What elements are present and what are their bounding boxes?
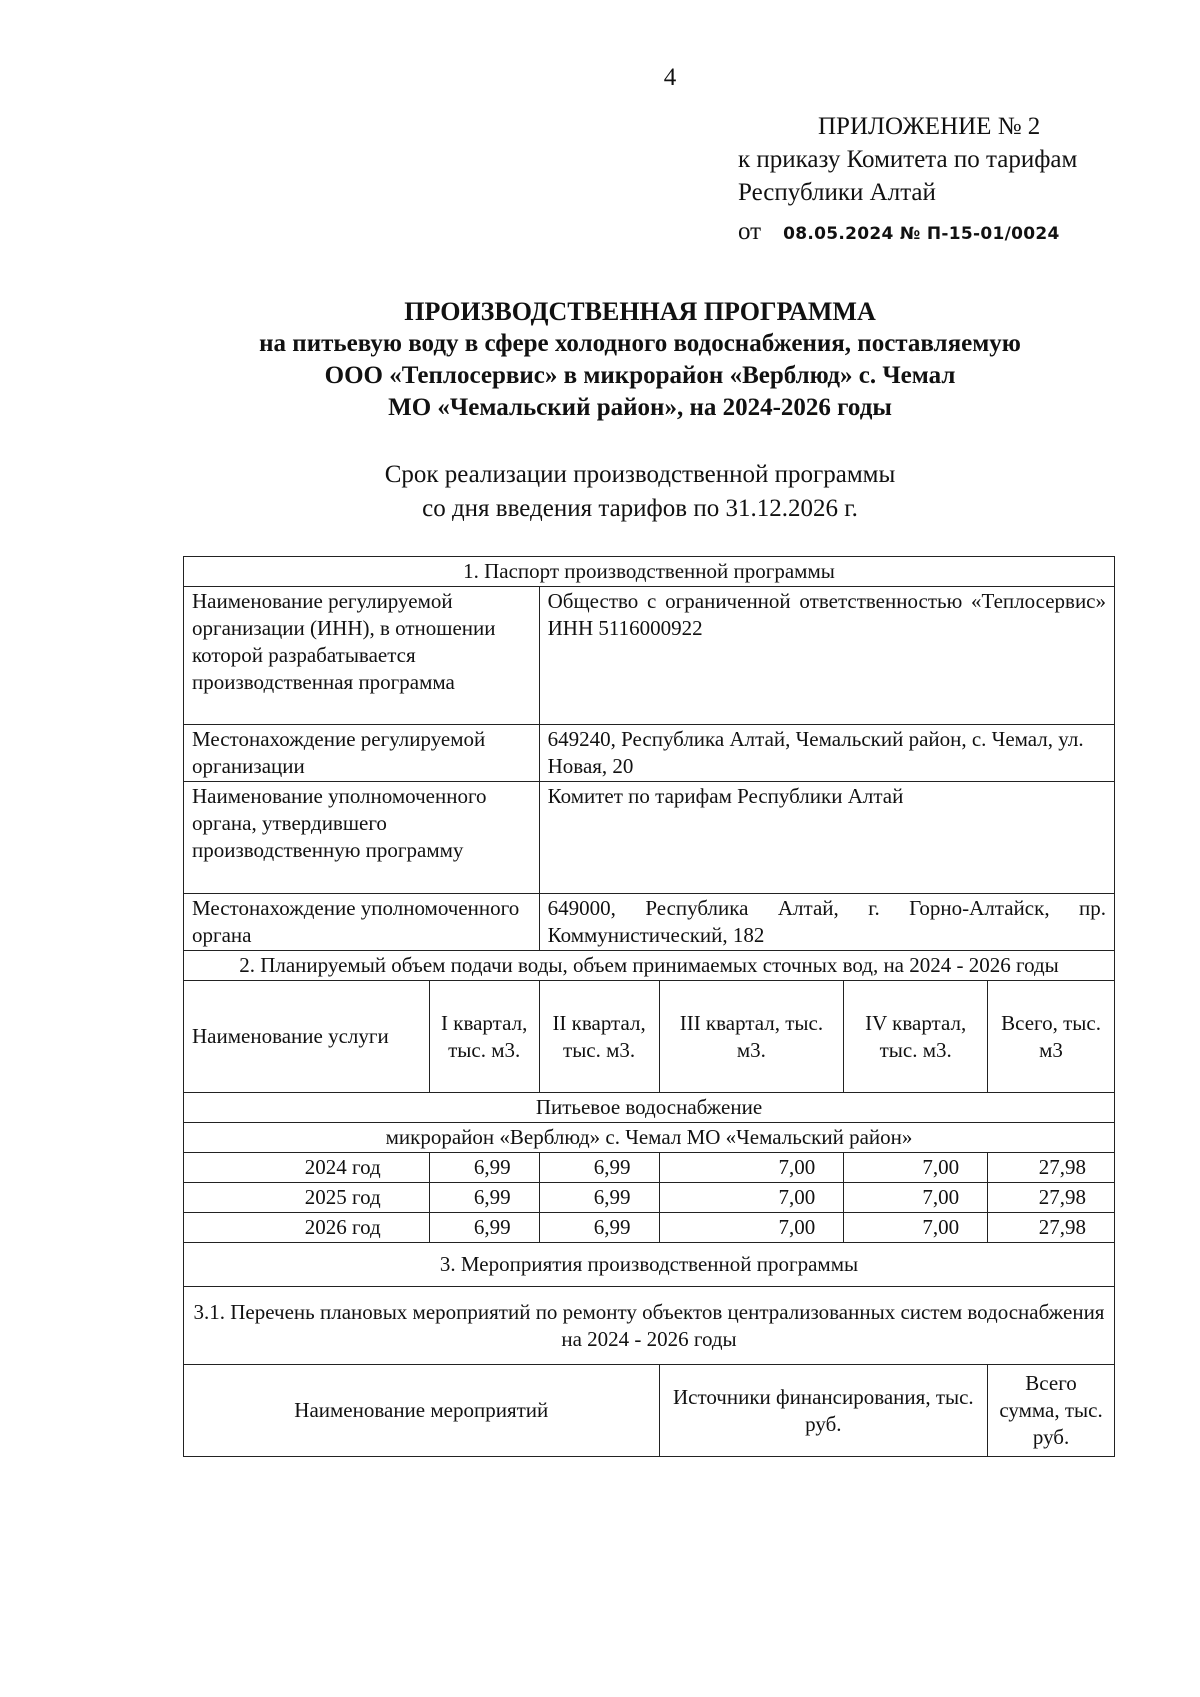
row-year: 2026 год bbox=[184, 1213, 430, 1243]
passport-value: Комитет по тарифам Республики Алтай bbox=[539, 782, 1114, 894]
term-line-1: Срок реализации производственной программы bbox=[384, 461, 896, 488]
section1-header-row bbox=[184, 557, 1115, 587]
header-funding: Источники финансирования, тыс. руб. bbox=[659, 1365, 988, 1457]
program-table bbox=[183, 556, 1115, 1457]
measures-header-row bbox=[184, 1365, 1115, 1457]
row-year: 2024 год bbox=[184, 1153, 430, 1183]
row-total: 27,98 bbox=[988, 1153, 1115, 1183]
row-q3: 7,00 bbox=[659, 1183, 844, 1213]
appendix-date-line bbox=[738, 215, 1077, 251]
subgroup-title: микрорайон «Верблюд» с. Чемал МО «Чемальский район» bbox=[184, 1123, 1115, 1153]
section2-title: 2. Планируемый объем подачи воды, объем принимаемых сточных вод, на 2024 - 2026 годы bbox=[184, 951, 1115, 981]
row-total: 27,98 bbox=[988, 1213, 1115, 1243]
header-q1: I квартал, тыс. м3. bbox=[429, 981, 539, 1093]
passport-value: 649240, Республика Алтай, Чемальский район, с. Чемал, ул. Новая, 20 bbox=[539, 725, 1114, 782]
row-q1: 6,99 bbox=[429, 1213, 539, 1243]
row-q4: 7,00 bbox=[844, 1213, 988, 1243]
passport-row bbox=[184, 894, 1115, 951]
passport-row bbox=[184, 725, 1115, 782]
header-sum: Всего сумма, тыс. руб. bbox=[988, 1365, 1115, 1457]
term-line-2: со дня введения тарифов по 31.12.2026 г. bbox=[422, 495, 858, 522]
registration-stamp: 08.05.2024 № П-15-01/0024 bbox=[783, 224, 1060, 244]
appendix-block bbox=[738, 110, 1077, 251]
passport-row bbox=[184, 587, 1115, 725]
section3-header-row bbox=[184, 1243, 1115, 1287]
program-term bbox=[160, 458, 1120, 526]
row-q1: 6,99 bbox=[429, 1153, 539, 1183]
passport-label: Местонахождение регулируемой организации bbox=[184, 725, 540, 782]
passport-label: Наименование уполномоченного органа, утвердившего производственную программу bbox=[184, 782, 540, 894]
volume-header-row bbox=[184, 981, 1115, 1093]
row-q2: 6,99 bbox=[539, 1153, 659, 1183]
table-row bbox=[184, 1183, 1115, 1213]
table-row bbox=[184, 1153, 1115, 1183]
row-q2: 6,99 bbox=[539, 1183, 659, 1213]
appendix-line-2: Республики Алтай bbox=[738, 179, 936, 206]
row-q1: 6,99 bbox=[429, 1183, 539, 1213]
title-line-1: на питьевую воду в сфере холодного водоснабжения, поставляемую bbox=[259, 330, 1021, 357]
section2-header-row bbox=[184, 951, 1115, 981]
group-row bbox=[184, 1093, 1115, 1123]
row-q3: 7,00 bbox=[659, 1213, 844, 1243]
row-year: 2025 год bbox=[184, 1183, 430, 1213]
group-title: Питьевое водоснабжение bbox=[184, 1093, 1115, 1123]
title-line-2: ООО «Теплосервис» в микрорайон «Верблюд» с. Чемал bbox=[324, 362, 956, 389]
section3-title: 3. Мероприятия производственной программы bbox=[184, 1243, 1115, 1287]
document-title bbox=[160, 296, 1120, 424]
appendix-line-1: к приказу Комитета по тарифам bbox=[738, 146, 1078, 173]
title-main: ПРОИЗВОДСТВЕННАЯ ПРОГРАММА bbox=[404, 297, 876, 326]
row-q4: 7,00 bbox=[844, 1153, 988, 1183]
passport-label: Наименование регулируемой организации (ИНН), в отношении которой разрабатывается производственная программа bbox=[184, 587, 540, 725]
header-q2: II квартал, тыс. м3. bbox=[539, 981, 659, 1093]
title-line-3: МО «Чемальский район», на 2024-2026 годы bbox=[388, 394, 892, 421]
passport-label: Местонахождение уполномоченного органа bbox=[184, 894, 540, 951]
passport-value: Общество с ограниченной ответственностью «Теплосервис» ИНН 5116000922 bbox=[539, 587, 1114, 725]
from-label: от bbox=[738, 218, 762, 245]
row-q2: 6,99 bbox=[539, 1213, 659, 1243]
header-q4: IV квартал, тыс. м3. bbox=[844, 981, 988, 1093]
appendix-title: ПРИЛОЖЕНИЕ № 2 bbox=[818, 113, 1041, 140]
header-measures: Наименование мероприятий bbox=[184, 1365, 660, 1457]
subgroup-row bbox=[184, 1123, 1115, 1153]
section3-subtitle: 3.1. Перечень плановых мероприятий по ремонту объектов централизованных систем водоснабжения на 2024 - 2026 годы bbox=[184, 1287, 1115, 1365]
row-q4: 7,00 bbox=[844, 1183, 988, 1213]
page-number: 4 bbox=[663, 64, 677, 91]
section1-title: 1. Паспорт производственной программы bbox=[184, 557, 1115, 587]
row-q3: 7,00 bbox=[659, 1153, 844, 1183]
passport-value: 649000, Республика Алтай, г. Горно-Алтайск, пр. Коммунистический, 182 bbox=[539, 894, 1114, 951]
table-row bbox=[184, 1213, 1115, 1243]
passport-row bbox=[184, 782, 1115, 894]
header-total: Всего, тыс. м3 bbox=[988, 981, 1115, 1093]
header-q3: III квартал, тыс. м3. bbox=[659, 981, 844, 1093]
header-service: Наименование услуги bbox=[184, 981, 430, 1093]
row-total: 27,98 bbox=[988, 1183, 1115, 1213]
section3-subheader-row bbox=[184, 1287, 1115, 1365]
